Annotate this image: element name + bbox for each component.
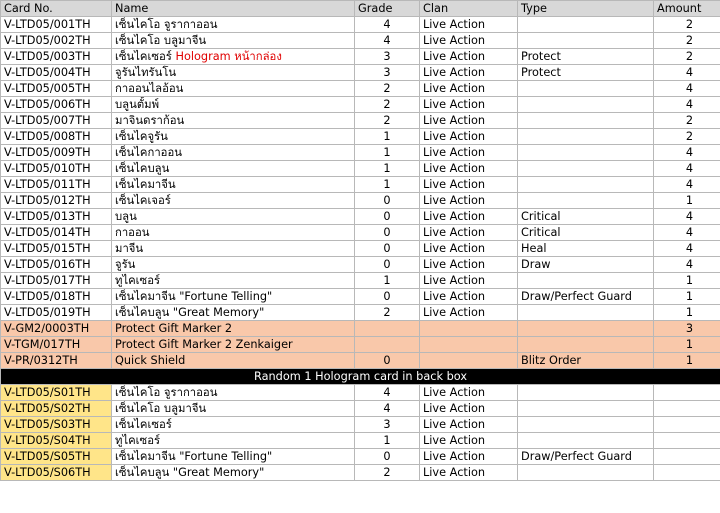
name-cell[interactable]: เซ็นไคบลูน "Great Memory" bbox=[112, 305, 355, 321]
clan-cell[interactable]: Live Action bbox=[420, 65, 518, 81]
grade-cell[interactable]: 2 bbox=[355, 305, 420, 321]
table-row bbox=[1, 49, 720, 65]
type-cell[interactable] bbox=[518, 385, 654, 401]
table-row bbox=[1, 129, 720, 145]
type-cell[interactable]: Critical bbox=[518, 209, 654, 225]
type-cell[interactable] bbox=[518, 113, 654, 129]
table-row bbox=[1, 449, 720, 465]
clan-cell[interactable]: Live Action bbox=[420, 161, 518, 177]
clan-cell[interactable]: Live Action bbox=[420, 401, 518, 417]
grade-cell[interactable]: 0 bbox=[355, 257, 420, 273]
name-cell[interactable]: ทูไคเซอร์ bbox=[112, 273, 355, 289]
card-no-cell[interactable]: V-LTD05/S01TH bbox=[1, 385, 112, 401]
name-cell[interactable]: ทูไคเซอร์ bbox=[112, 433, 355, 449]
name-cell[interactable]: เซ็นไคมาจีน "Fortune Telling" bbox=[112, 449, 355, 465]
grade-cell[interactable]: 0 bbox=[355, 289, 420, 305]
card-no-cell[interactable]: V-LTD05/S05TH bbox=[1, 449, 112, 465]
clan-cell[interactable]: Live Action bbox=[420, 145, 518, 161]
amount-cell[interactable]: 2 bbox=[654, 33, 720, 49]
amount-cell[interactable]: 4 bbox=[654, 65, 720, 81]
amount-cell[interactable]: 2 bbox=[654, 113, 720, 129]
clan-cell[interactable]: Live Action bbox=[420, 449, 518, 465]
card-no-cell[interactable]: V-LTD05/004TH bbox=[1, 65, 112, 81]
amount-cell[interactable]: 4 bbox=[654, 145, 720, 161]
name-cell[interactable]: กาออน bbox=[112, 225, 355, 241]
card-no-cell[interactable]: V-LTD05/013TH bbox=[1, 209, 112, 225]
clan-cell[interactable]: Live Action bbox=[420, 417, 518, 433]
card-no-cell[interactable]: V-LTD05/012TH bbox=[1, 193, 112, 209]
type-cell[interactable] bbox=[518, 97, 654, 113]
header-clan[interactable]: Clan bbox=[420, 1, 518, 17]
name-cell[interactable]: เซ็นไคโอ บลูมาจีน bbox=[112, 401, 355, 417]
name-cell[interactable]: Protect Gift Marker 2 Zenkaiger bbox=[112, 337, 355, 353]
name-cell[interactable]: จูรันไทรันโน bbox=[112, 65, 355, 81]
name-cell[interactable]: กาออนไลอ้อน bbox=[112, 81, 355, 97]
header-type[interactable]: Type bbox=[518, 1, 654, 17]
grade-cell[interactable] bbox=[355, 337, 420, 353]
card-no-cell[interactable]: V-LTD05/014TH bbox=[1, 225, 112, 241]
name-cell[interactable] bbox=[112, 49, 355, 65]
header-row bbox=[1, 1, 720, 17]
grade-cell[interactable] bbox=[355, 321, 420, 337]
name-cell[interactable]: เซ็นไคจูรัน bbox=[112, 129, 355, 145]
clan-cell[interactable]: Live Action bbox=[420, 465, 518, 481]
amount-cell[interactable]: 3 bbox=[654, 321, 720, 337]
card-no-cell[interactable]: V-LTD05/001TH bbox=[1, 17, 112, 33]
table-row bbox=[1, 17, 720, 33]
table-row bbox=[1, 401, 720, 417]
type-cell[interactable] bbox=[518, 433, 654, 449]
grade-cell[interactable]: 2 bbox=[355, 81, 420, 97]
card-no-cell[interactable]: V-LTD05/008TH bbox=[1, 129, 112, 145]
card-no-cell[interactable]: V-TGM/017TH bbox=[1, 337, 112, 353]
amount-cell[interactable] bbox=[654, 433, 720, 449]
name-cell[interactable]: เซ็นไคมาจีน "Fortune Telling" bbox=[112, 289, 355, 305]
type-cell[interactable]: Draw/Perfect Guard bbox=[518, 289, 654, 305]
header-card-no[interactable]: Card No. bbox=[1, 1, 112, 17]
name-cell[interactable]: เซ็นไคบลูน "Great Memory" bbox=[112, 465, 355, 481]
clan-cell[interactable]: Live Action bbox=[420, 433, 518, 449]
clan-cell[interactable]: Live Action bbox=[420, 81, 518, 97]
amount-cell[interactable]: 4 bbox=[654, 97, 720, 113]
type-cell[interactable] bbox=[518, 337, 654, 353]
type-cell[interactable] bbox=[518, 305, 654, 321]
grade-cell[interactable]: 1 bbox=[355, 273, 420, 289]
type-cell[interactable] bbox=[518, 161, 654, 177]
card-no-cell[interactable]: V-LTD05/009TH bbox=[1, 145, 112, 161]
card-no-cell[interactable]: V-LTD05/017TH bbox=[1, 273, 112, 289]
header-name[interactable]: Name bbox=[112, 1, 355, 17]
grade-cell[interactable]: 2 bbox=[355, 97, 420, 113]
hologram-banner[interactable]: Random 1 Hologram card in back box bbox=[1, 369, 720, 385]
type-cell[interactable]: Critical bbox=[518, 225, 654, 241]
grade-cell[interactable]: 4 bbox=[355, 33, 420, 49]
clan-cell[interactable]: Live Action bbox=[420, 193, 518, 209]
card-no-cell[interactable]: V-LTD05/006TH bbox=[1, 97, 112, 113]
grade-cell[interactable]: 1 bbox=[355, 145, 420, 161]
type-cell[interactable] bbox=[518, 321, 654, 337]
name-cell[interactable]: บลูนตั้มพ์ bbox=[112, 97, 355, 113]
amount-cell[interactable]: 1 bbox=[654, 193, 720, 209]
type-cell[interactable] bbox=[518, 17, 654, 33]
card-no-cell[interactable]: V-LTD05/S02TH bbox=[1, 401, 112, 417]
clan-cell[interactable] bbox=[420, 337, 518, 353]
clan-cell[interactable] bbox=[420, 353, 518, 369]
type-cell[interactable]: Blitz Order bbox=[518, 353, 654, 369]
card-no-cell[interactable]: V-LTD05/003TH bbox=[1, 49, 112, 65]
grade-cell[interactable]: 3 bbox=[355, 49, 420, 65]
amount-cell[interactable]: 1 bbox=[654, 273, 720, 289]
name-cell[interactable]: Quick Shield bbox=[112, 353, 355, 369]
name-cell[interactable]: มาจีน bbox=[112, 241, 355, 257]
name-cell[interactable]: เซ็นไคมาจีน bbox=[112, 177, 355, 193]
grade-cell[interactable]: 0 bbox=[355, 193, 420, 209]
clan-cell[interactable]: Live Action bbox=[420, 97, 518, 113]
table-row bbox=[1, 33, 720, 49]
card-no-cell[interactable]: V-LTD05/016TH bbox=[1, 257, 112, 273]
grade-cell[interactable]: 4 bbox=[355, 401, 420, 417]
clan-cell[interactable]: Live Action bbox=[420, 177, 518, 193]
type-cell[interactable] bbox=[518, 33, 654, 49]
header-amount[interactable]: Amount bbox=[654, 1, 720, 17]
name-cell[interactable]: เซ็นไคบลูน bbox=[112, 161, 355, 177]
card-no-cell[interactable]: V-LTD05/S04TH bbox=[1, 433, 112, 449]
type-cell[interactable]: Protect bbox=[518, 49, 654, 65]
grade-cell[interactable]: 1 bbox=[355, 129, 420, 145]
clan-cell[interactable] bbox=[420, 321, 518, 337]
name-cell[interactable]: เซ็นไคเซอร์ bbox=[112, 417, 355, 433]
name-cell[interactable]: เซ็นไคกาออน bbox=[112, 145, 355, 161]
type-cell[interactable]: Draw/Perfect Guard bbox=[518, 449, 654, 465]
name-cell[interactable]: เซ็นไคโอ จูรากาออน bbox=[112, 385, 355, 401]
clan-cell[interactable]: Live Action bbox=[420, 209, 518, 225]
table-row bbox=[1, 417, 720, 433]
type-cell[interactable] bbox=[518, 273, 654, 289]
table-row bbox=[1, 353, 720, 369]
card-no-cell[interactable]: V-LTD05/019TH bbox=[1, 305, 112, 321]
table-row bbox=[1, 321, 720, 337]
type-cell[interactable] bbox=[518, 129, 654, 145]
clan-cell[interactable]: Live Action bbox=[420, 225, 518, 241]
type-cell[interactable] bbox=[518, 465, 654, 481]
type-cell[interactable] bbox=[518, 177, 654, 193]
amount-cell[interactable]: 4 bbox=[654, 209, 720, 225]
card-no-cell[interactable]: V-LTD05/S06TH bbox=[1, 465, 112, 481]
card-no-cell[interactable]: V-LTD05/005TH bbox=[1, 81, 112, 97]
table-row bbox=[1, 209, 720, 225]
amount-cell[interactable]: 1 bbox=[654, 289, 720, 305]
amount-cell[interactable] bbox=[654, 465, 720, 481]
clan-cell[interactable]: Live Action bbox=[420, 33, 518, 49]
amount-cell[interactable] bbox=[654, 449, 720, 465]
name-cell[interactable]: เซ็นไคโอ บลูมาจีน bbox=[112, 33, 355, 49]
amount-cell[interactable]: 4 bbox=[654, 81, 720, 97]
table-row bbox=[1, 465, 720, 481]
amount-cell[interactable]: 2 bbox=[654, 17, 720, 33]
table-row bbox=[1, 145, 720, 161]
card-list-body bbox=[1, 1, 720, 481]
type-cell[interactable]: Heal bbox=[518, 241, 654, 257]
hologram-note: Hologram หน้ากล่อง bbox=[175, 50, 282, 63]
table-row bbox=[1, 225, 720, 241]
clan-cell[interactable]: Live Action bbox=[420, 305, 518, 321]
grade-cell[interactable]: 4 bbox=[355, 17, 420, 33]
grade-cell[interactable]: 1 bbox=[355, 161, 420, 177]
table-row bbox=[1, 433, 720, 449]
clan-cell[interactable]: Live Action bbox=[420, 113, 518, 129]
clan-cell[interactable]: Live Action bbox=[420, 289, 518, 305]
amount-cell[interactable]: 1 bbox=[654, 337, 720, 353]
card-no-cell[interactable]: V-LTD05/011TH bbox=[1, 177, 112, 193]
type-cell[interactable]: Draw bbox=[518, 257, 654, 273]
amount-cell[interactable] bbox=[654, 385, 720, 401]
card-no-cell[interactable]: V-LTD05/015TH bbox=[1, 241, 112, 257]
table-row bbox=[1, 305, 720, 321]
type-cell[interactable] bbox=[518, 417, 654, 433]
table-row bbox=[1, 81, 720, 97]
amount-cell[interactable]: 1 bbox=[654, 305, 720, 321]
card-no-cell[interactable]: V-GM2/0003TH bbox=[1, 321, 112, 337]
name-cell[interactable]: จูรัน bbox=[112, 257, 355, 273]
amount-cell[interactable]: 1 bbox=[654, 353, 720, 369]
table-row bbox=[1, 337, 720, 353]
card-no-cell[interactable]: V-LTD05/002TH bbox=[1, 33, 112, 49]
amount-cell[interactable]: 2 bbox=[654, 129, 720, 145]
amount-cell[interactable]: 4 bbox=[654, 161, 720, 177]
name-cell[interactable]: เซ็นไคเจอร์ bbox=[112, 193, 355, 209]
card-no-cell[interactable]: V-LTD05/007TH bbox=[1, 113, 112, 129]
table-row bbox=[1, 113, 720, 129]
card-no-cell[interactable]: V-LTD05/010TH bbox=[1, 161, 112, 177]
table-row bbox=[1, 241, 720, 257]
clan-cell[interactable]: Live Action bbox=[420, 49, 518, 65]
clan-cell[interactable]: Live Action bbox=[420, 273, 518, 289]
type-cell[interactable] bbox=[518, 81, 654, 97]
clan-cell[interactable]: Live Action bbox=[420, 241, 518, 257]
table-row bbox=[1, 97, 720, 113]
card-no-cell[interactable]: V-LTD05/S03TH bbox=[1, 417, 112, 433]
card-name: เซ็นไคเซอร์ bbox=[115, 50, 176, 63]
card-no-cell[interactable]: V-LTD05/018TH bbox=[1, 289, 112, 305]
grade-cell[interactable]: 0 bbox=[355, 209, 420, 225]
grade-cell[interactable]: 3 bbox=[355, 65, 420, 81]
amount-cell[interactable]: 4 bbox=[654, 257, 720, 273]
name-cell[interactable]: Protect Gift Marker 2 bbox=[112, 321, 355, 337]
table-row bbox=[1, 177, 720, 193]
type-cell[interactable] bbox=[518, 401, 654, 417]
table-row bbox=[1, 289, 720, 305]
grade-cell[interactable]: 0 bbox=[355, 449, 420, 465]
type-cell[interactable] bbox=[518, 193, 654, 209]
amount-cell[interactable]: 2 bbox=[654, 49, 720, 65]
grade-cell[interactable]: 1 bbox=[355, 177, 420, 193]
clan-cell[interactable]: Live Action bbox=[420, 385, 518, 401]
table-row bbox=[1, 193, 720, 209]
grade-cell[interactable]: 3 bbox=[355, 417, 420, 433]
name-cell[interactable]: บลูน bbox=[112, 209, 355, 225]
name-cell[interactable]: มาจินดราก้อน bbox=[112, 113, 355, 129]
clan-cell[interactable]: Live Action bbox=[420, 17, 518, 33]
amount-cell[interactable] bbox=[654, 417, 720, 433]
card-no-cell[interactable]: V-PR/0312TH bbox=[1, 353, 112, 369]
amount-cell[interactable]: 4 bbox=[654, 241, 720, 257]
clan-cell[interactable]: Live Action bbox=[420, 129, 518, 145]
name-cell[interactable]: เซ็นไคโอ จูรากาออน bbox=[112, 17, 355, 33]
amount-cell[interactable] bbox=[654, 401, 720, 417]
hologram-banner-row bbox=[1, 369, 720, 385]
grade-cell[interactable]: 4 bbox=[355, 385, 420, 401]
type-cell[interactable] bbox=[518, 145, 654, 161]
grade-cell[interactable]: 0 bbox=[355, 241, 420, 257]
grade-cell[interactable]: 2 bbox=[355, 113, 420, 129]
amount-cell[interactable]: 4 bbox=[654, 177, 720, 193]
grade-cell[interactable]: 1 bbox=[355, 433, 420, 449]
type-cell[interactable]: Protect bbox=[518, 65, 654, 81]
table-row bbox=[1, 385, 720, 401]
header-grade[interactable]: Grade bbox=[355, 1, 420, 17]
grade-cell[interactable]: 2 bbox=[355, 465, 420, 481]
clan-cell[interactable]: Live Action bbox=[420, 257, 518, 273]
grade-cell[interactable]: 0 bbox=[355, 225, 420, 241]
table-row bbox=[1, 65, 720, 81]
table-row bbox=[1, 273, 720, 289]
table-row bbox=[1, 161, 720, 177]
table-row bbox=[1, 257, 720, 273]
amount-cell[interactable]: 4 bbox=[654, 225, 720, 241]
grade-cell[interactable]: 0 bbox=[355, 353, 420, 369]
